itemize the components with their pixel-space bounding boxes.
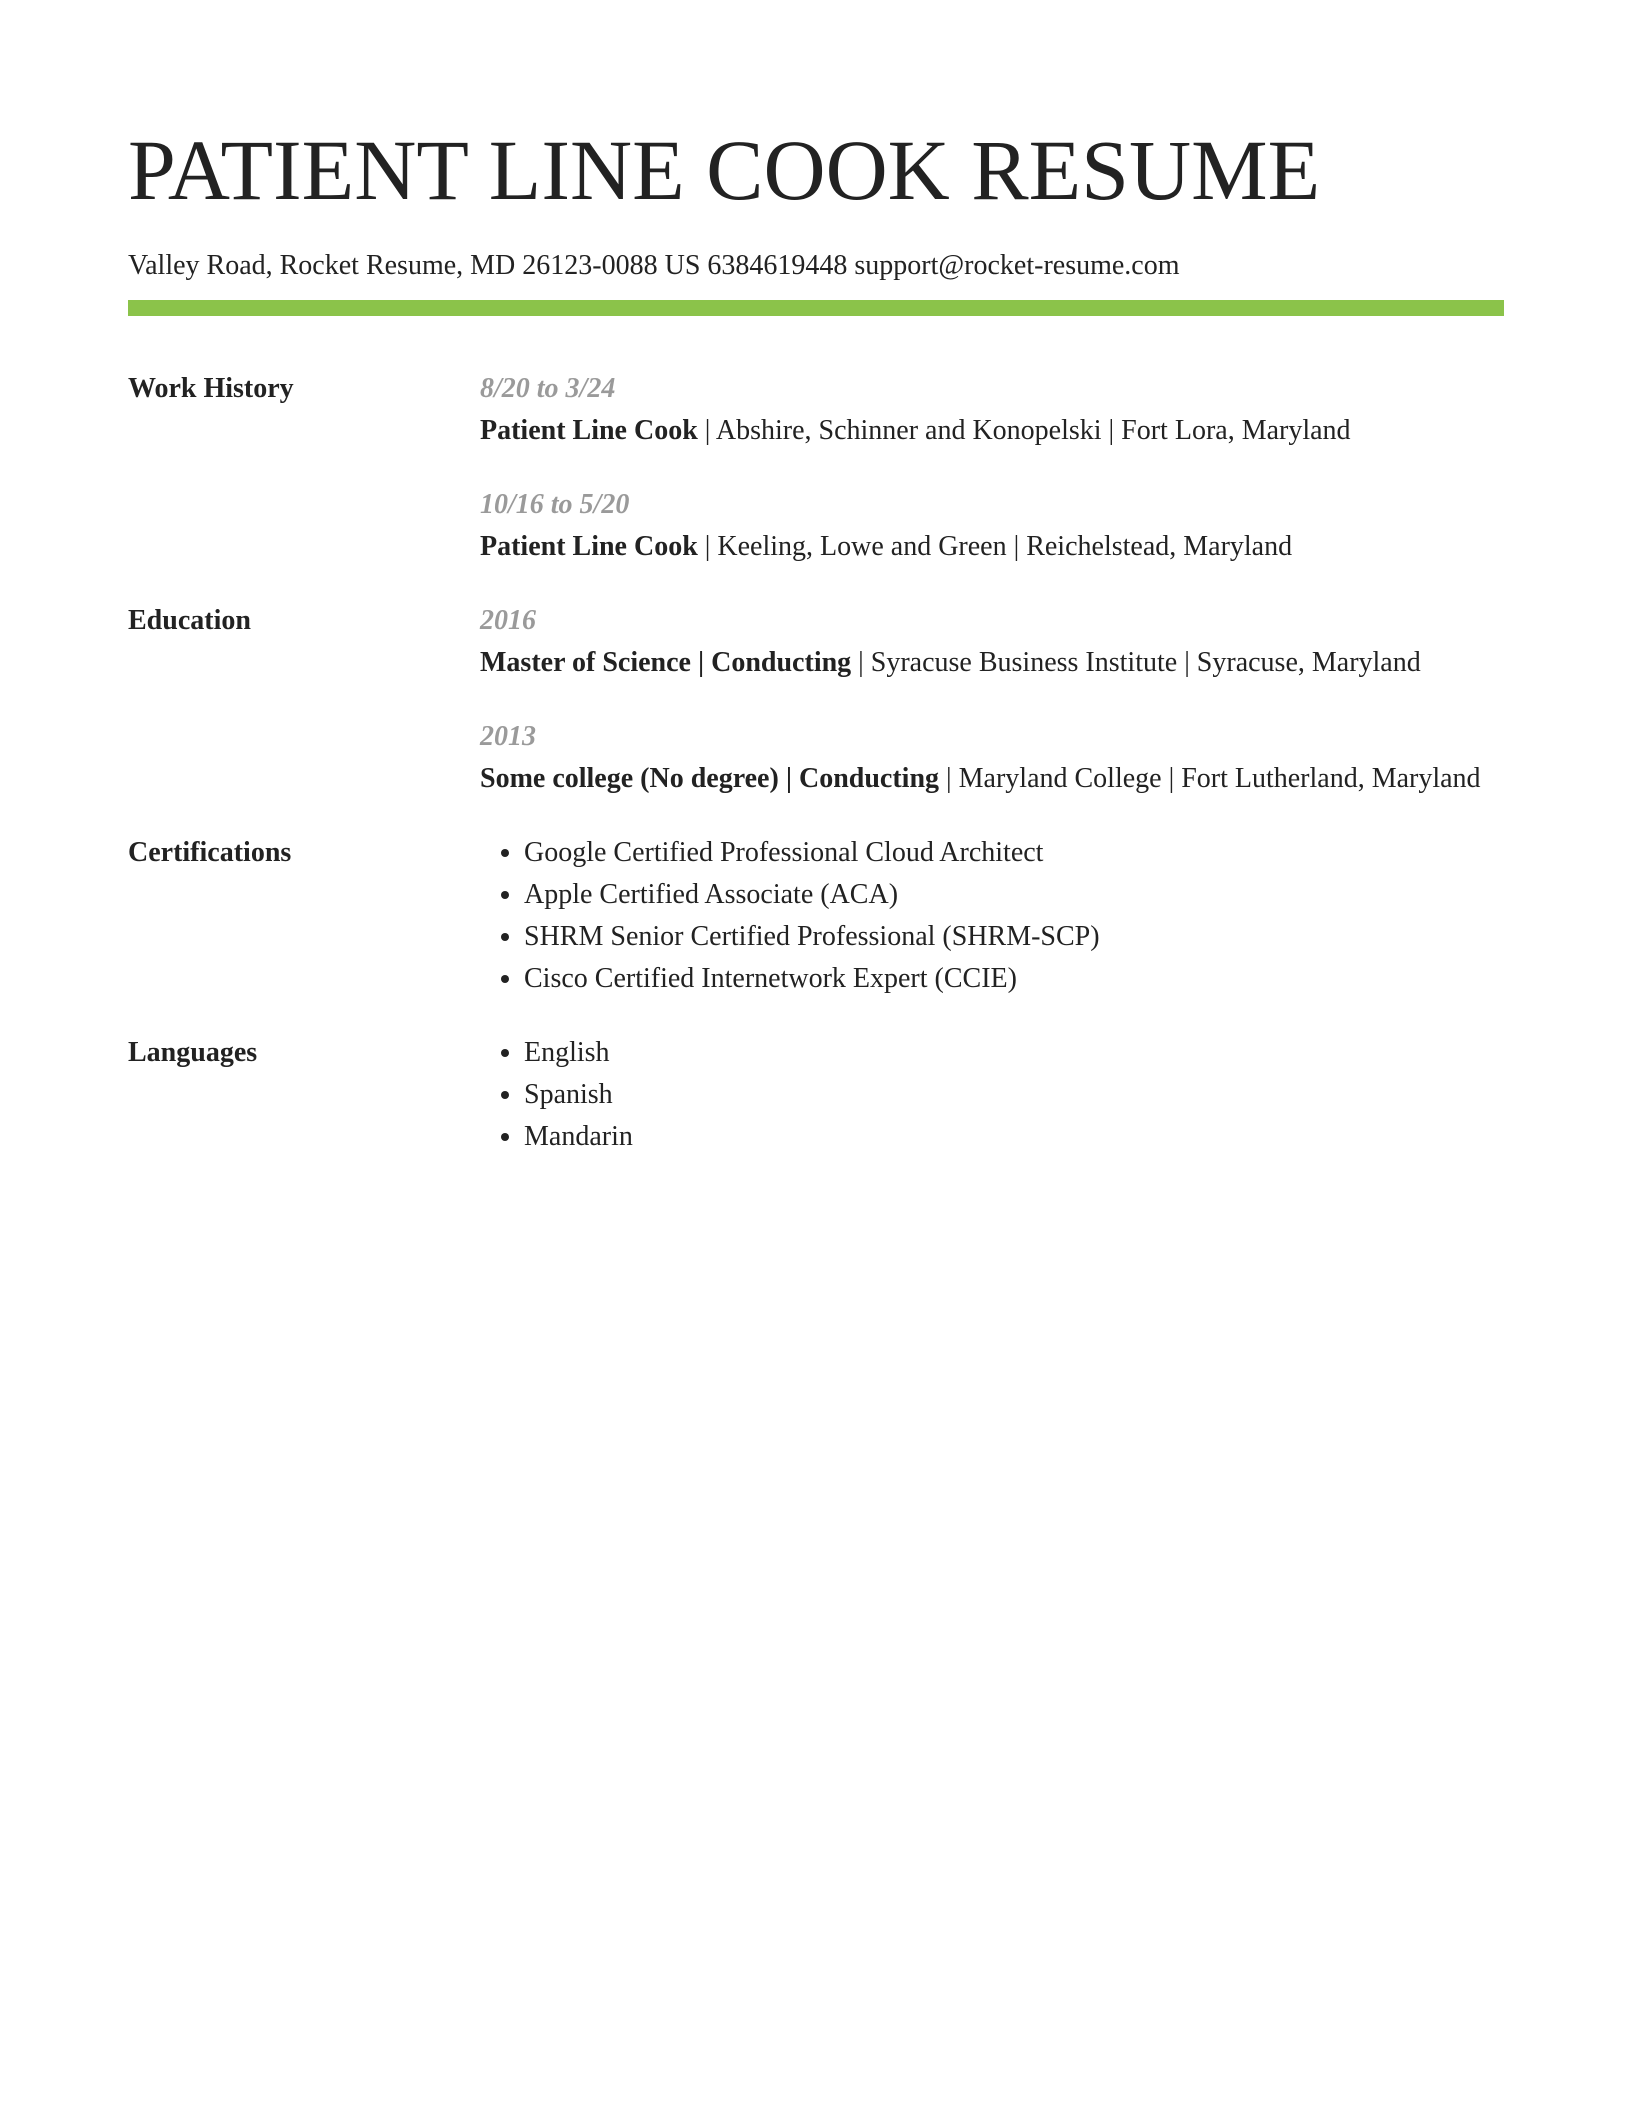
- entry-line: [480, 526, 1504, 568]
- section-label-work-history: Work History: [128, 373, 294, 404]
- education-entries: [480, 600, 1504, 800]
- page-title: PATIENT LINE COOK RESUME: [128, 122, 1321, 218]
- entry-date: 10/16 to 5/20: [480, 489, 630, 520]
- section-label-certifications: Certifications: [128, 837, 292, 868]
- entry-line: [480, 758, 1504, 800]
- education-entry: [480, 600, 1504, 684]
- certifications-list: [480, 832, 1504, 1000]
- list-item: • Spanish: [524, 1074, 1504, 1116]
- entry-title: Patient Line Cook: [480, 531, 698, 562]
- section-label-languages: Languages: [128, 1037, 258, 1068]
- list-item: • Apple Certified Associate (ACA): [524, 874, 1504, 916]
- work-entry: [480, 368, 1504, 452]
- certifications-section: [128, 832, 1504, 1000]
- entry-title: Patient Line Cook: [480, 415, 698, 446]
- section-label-education: Education: [128, 605, 251, 636]
- list-item: • Cisco Certified Internetwork Expert (CCIE): [524, 958, 1504, 1000]
- work-history-entries: [480, 368, 1504, 568]
- accent-divider: [128, 300, 1504, 316]
- work-history-section: [128, 368, 1504, 568]
- entry-line: [480, 642, 1504, 684]
- entry-date: 2016: [480, 605, 536, 636]
- education-section: [128, 600, 1504, 800]
- contact-info: Valley Road, Rocket Resume, MD 26123-0088 US 6384619448 support@rocket-resume.com: [128, 250, 1180, 281]
- list-item: • Google Certified Professional Cloud Architect: [524, 832, 1504, 874]
- education-entry: [480, 716, 1504, 800]
- entry-details: | Keeling, Lowe and Green | Reichelstead, Maryland: [697, 531, 1293, 562]
- entry-details: | Abshire, Schinner and Konopelski | Fort Lora, Maryland: [697, 415, 1351, 446]
- entry-title: Some college (No degree) | Conducting: [480, 763, 940, 794]
- entry-date: 8/20 to 3/24: [480, 373, 616, 404]
- entry-title: Master of Science | Conducting: [480, 647, 852, 678]
- list-item: • SHRM Senior Certified Professional (SHRM-SCP): [524, 916, 1504, 958]
- entry-details: | Syracuse Business Institute | Syracuse, Maryland: [851, 647, 1421, 678]
- entry-details: | Maryland College | Fort Lutherland, Maryland: [939, 763, 1481, 794]
- work-entry: [480, 484, 1504, 568]
- languages-section: [128, 1032, 1504, 1158]
- entry-line: [480, 410, 1504, 452]
- list-item: • Mandarin: [524, 1116, 1504, 1158]
- languages-list-wrap: [480, 1032, 1504, 1158]
- list-item: • English: [524, 1032, 1504, 1074]
- languages-list: [480, 1032, 1504, 1158]
- entry-date: 2013: [480, 721, 536, 752]
- certifications-list-wrap: [480, 832, 1504, 1000]
